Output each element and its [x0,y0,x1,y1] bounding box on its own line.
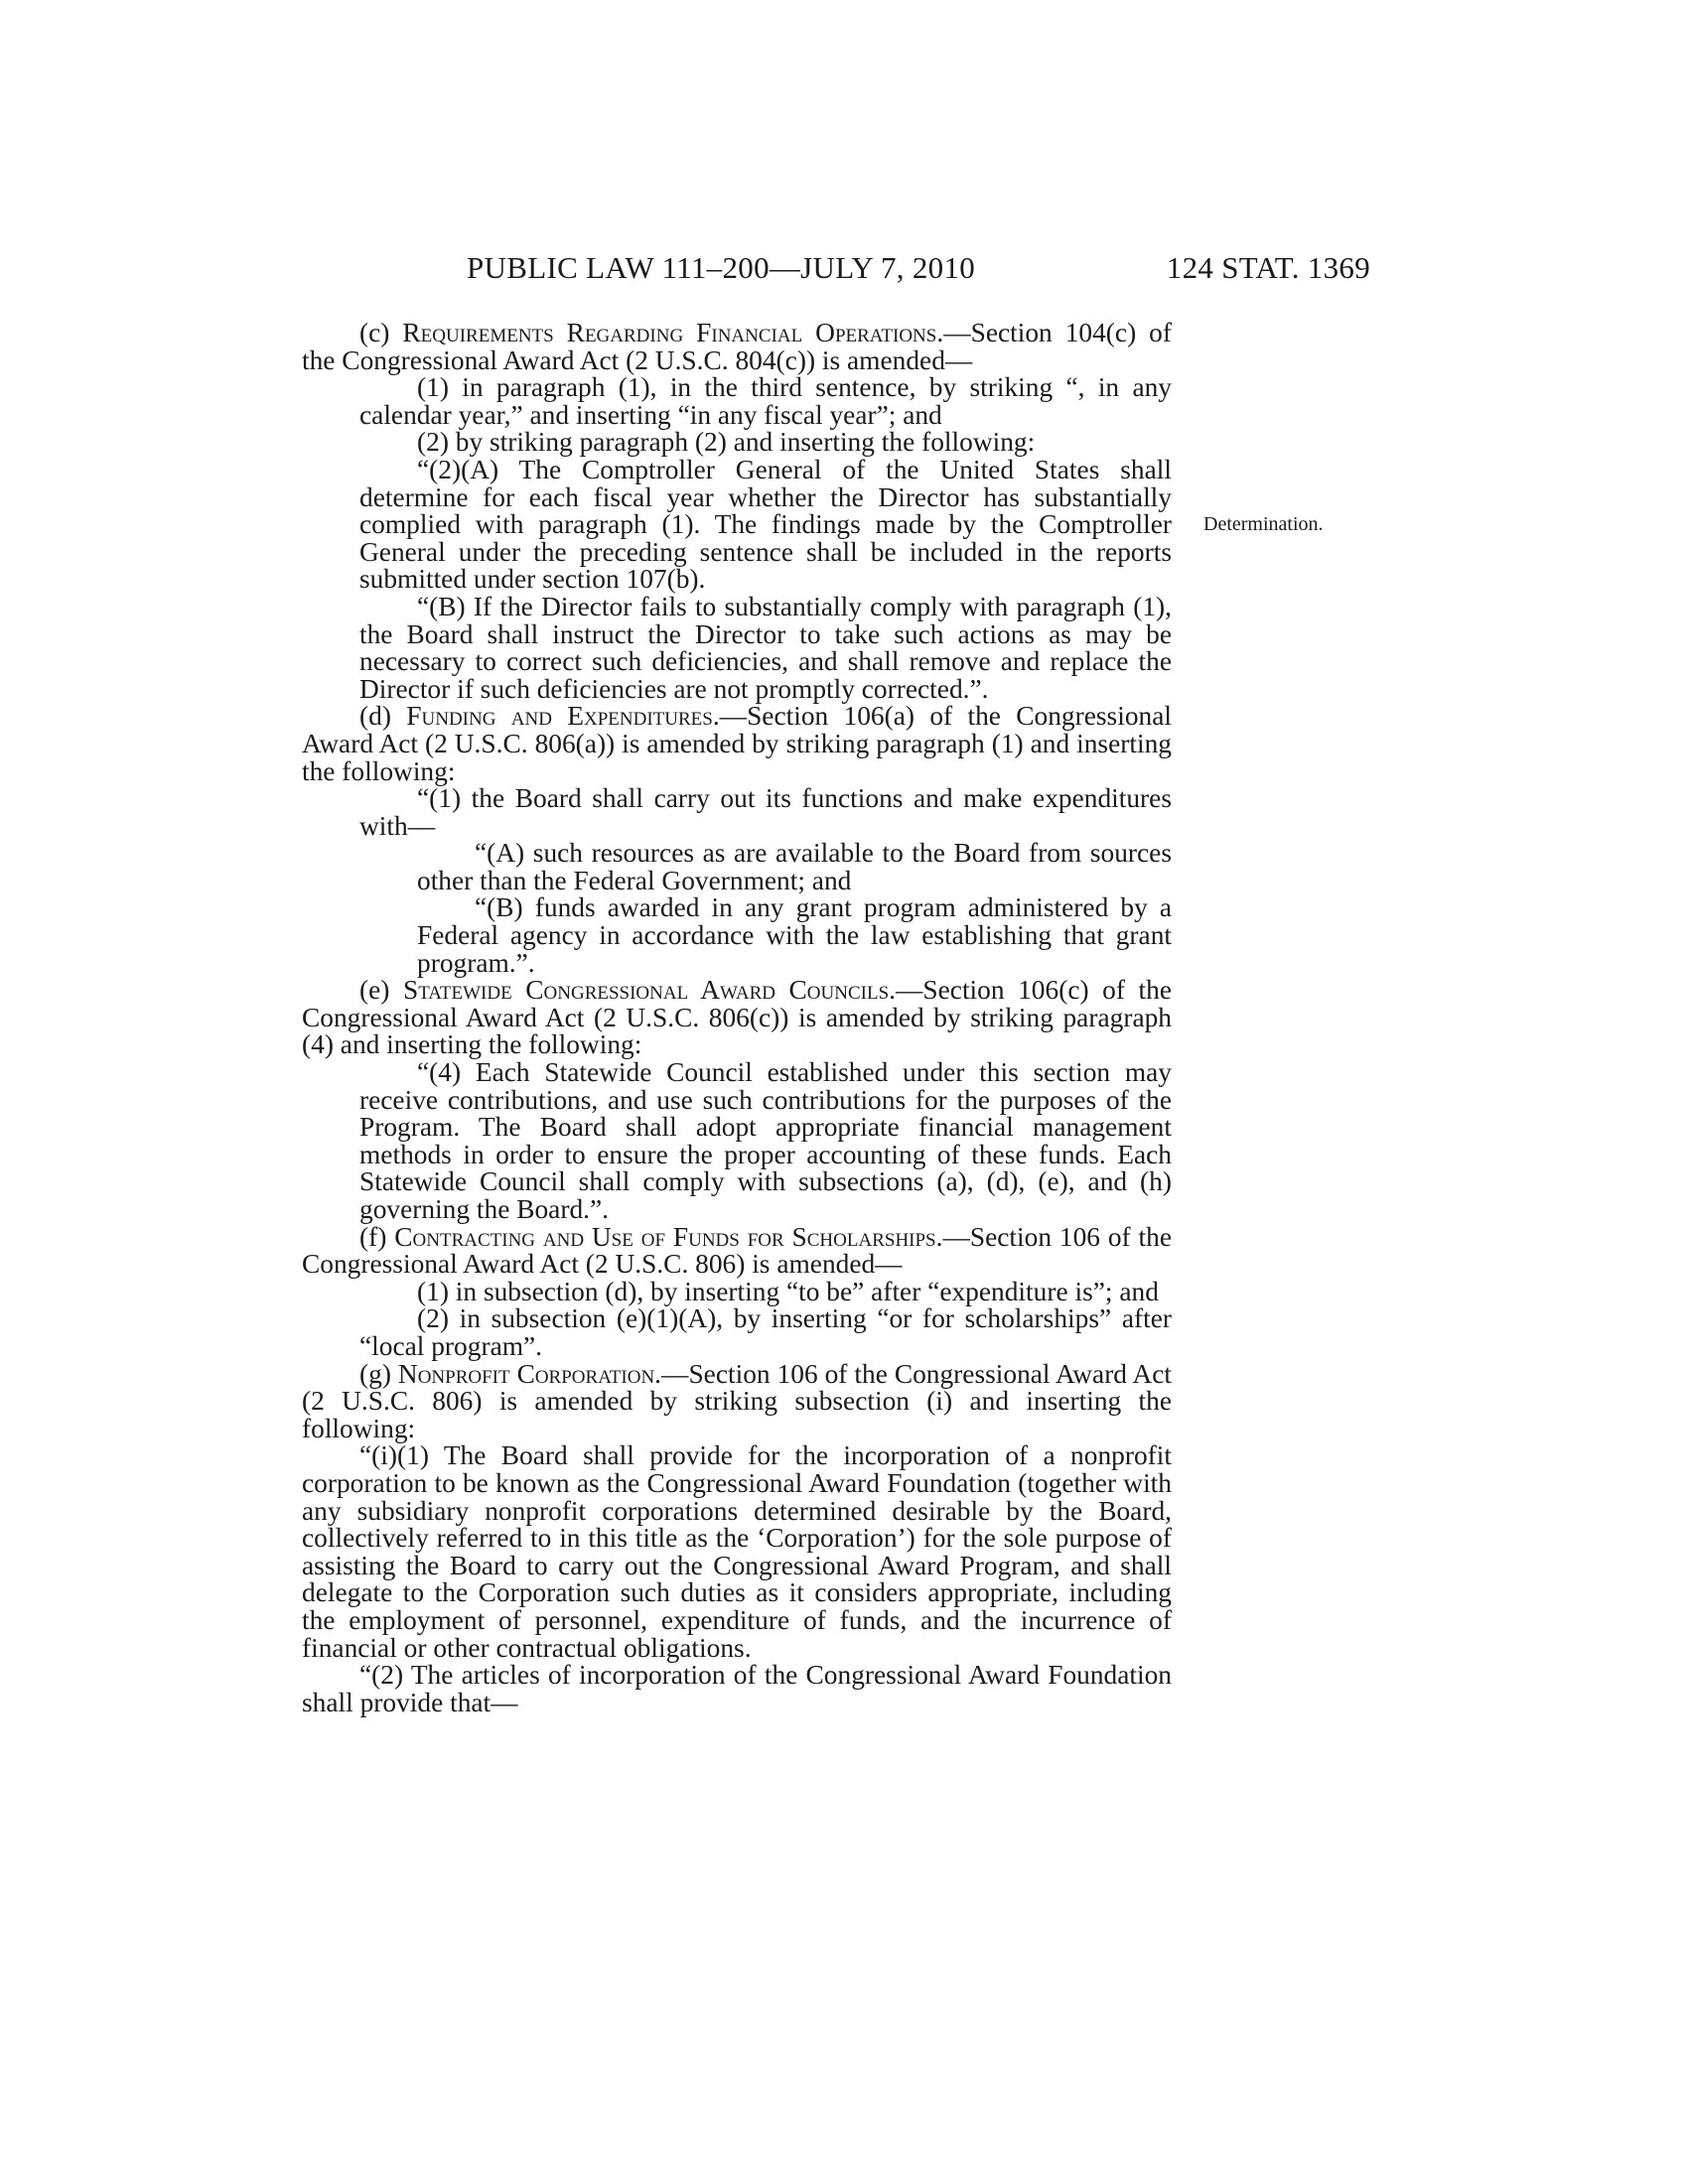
subsection-f-paragraph-1: (1) in subsection (d), by inserting “to be” after “expenditure is”; and [417,1276,1159,1306]
subsection-g-quote-i1: “(i)(1) The Board shall provide for the incorporation of a nonprofit corporation to be known as the Congressional Award Foundation (together with any subsidiary nonprofit corporations determined desirable by the Board, collectively referred to in this title as the ‘Corporation’) for the sole purpose of assisting the Board to carry out the Congressional Award Program, and shall delegate to the Corporation such duties as it considers appropriate, including the employment of personnel, expenditure of funds, and the incurrence of financial or other contractual obligations. [302,1440,1172,1663]
subsection-f-title: Contracting and Use of Funds for Scholarships. [394,1221,943,1252]
subsection-c-title: Requirements Regarding Financial Operations. [402,318,944,347]
subsection-d-intro: —Section 106(a) of the Congressional Award Act (2 U.S.C. 806(a)) is amended by striking paragraph (1) and inserting the following: [302,701,1172,786]
subsection-d-quote-1: “(1) the Board shall carry out its functions and make expenditures with— [359,783,1172,841]
subsection-e-heading [302,977,1172,1059]
subsection-c-heading [302,320,1172,374]
subsection-g-heading [302,1358,1173,1443]
subsection-c-quote-2a: “(2)(A) The Comptroller General of the United States shall determine for each fiscal year whether the Director has substantially complied with paragraph (1). The findings made by the Comptroller General under the preceding sentence shall be included in the reports submitted under section 107(b). [359,454,1172,595]
subsection-f-intro: —Section 106 of the Congressional Award Act (2 U.S.C. 806) is amended— [302,1221,1172,1280]
subsection-e-label: (e) [359,975,390,1006]
margin-note-determination: Determination. [1203,513,1324,535]
subsection-g-quote-2: “(2) The articles of incorporation of the Congressional Award Foundation shall provide that— [302,1660,1172,1717]
subsection-d-label: (d) [359,701,391,732]
subsection-c-paragraph-2: (2) by striking paragraph (2) and inserting the following: [417,427,1036,458]
subsection-d-quote-a: “(A) such resources as are available to the Board from sources other than the Federal Government; and [417,838,1172,895]
public-law-title: PUBLIC LAW 111–200—JULY 7, 2010 [467,250,976,285]
statute-body [302,320,1172,1716]
subsection-g-title: Nonprofit Corporation. [397,1358,662,1389]
subsection-g-label: (g) [359,1358,391,1389]
subsection-c-label: (c) [359,318,390,347]
subsection-c-intro: —Section 104(c) of the Congressional Award Act (2 U.S.C. 804(c)) is amended— [302,318,1172,375]
subsection-e-intro: —Section 106(c) of the Congressional Award Act (2 U.S.C. 806(c)) is amended by striking paragraph (4) and inserting the following: [302,975,1172,1060]
subsection-e-quote-4: “(4) Each Statewide Council established under this section may receive contributions, and use such contributions for the purposes of the Program. The Board shall adopt appropriate financial management methods in order to ensure the proper accounting of these funds. Each Statewide Council shall comply with subsections (a), (d), (e), and (h) governing the Board.”. [359,1057,1172,1224]
subsection-e-title: Statewide Congressional Award Councils. [402,975,896,1006]
subsection-d-quote-b: “(B) funds awarded in any grant program administered by a Federal agency in accordance with the law establishing that grant program.”. [417,892,1172,978]
subsection-c-quote-2b: “(B) If the Director fails to substantially comply with paragraph (1), the Board shall instruct the Director to take such actions as may be necessary to correct such deficiencies, and shall remove and replace the Director if such deficiencies are not promptly corrected.”. [359,591,1172,704]
subsection-d-heading [302,703,1172,785]
subsection-f-label: (f) [359,1221,387,1252]
subsection-g-intro: —Section 106 of the Congressional Award Act (2 U.S.C. 806) is amended by striking subsection (i) and inserting the following: [302,1358,1173,1443]
running-head [298,250,1370,290]
subsection-f-heading [302,1221,1172,1280]
subsection-d-title: Funding and Expenditures. [406,701,720,732]
stat-page-reference: 124 STAT. 1369 [1166,250,1370,285]
subsection-c-paragraph-1: (1) in paragraph (1), in the third sentence, by striking “, in any calendar year,” and inserting “in any fiscal year”; and [359,372,1172,430]
subsection-f-paragraph-2: (2) in subsection (e)(1)(A), by inserting “or for scholarships” after “local program”. [359,1303,1172,1361]
